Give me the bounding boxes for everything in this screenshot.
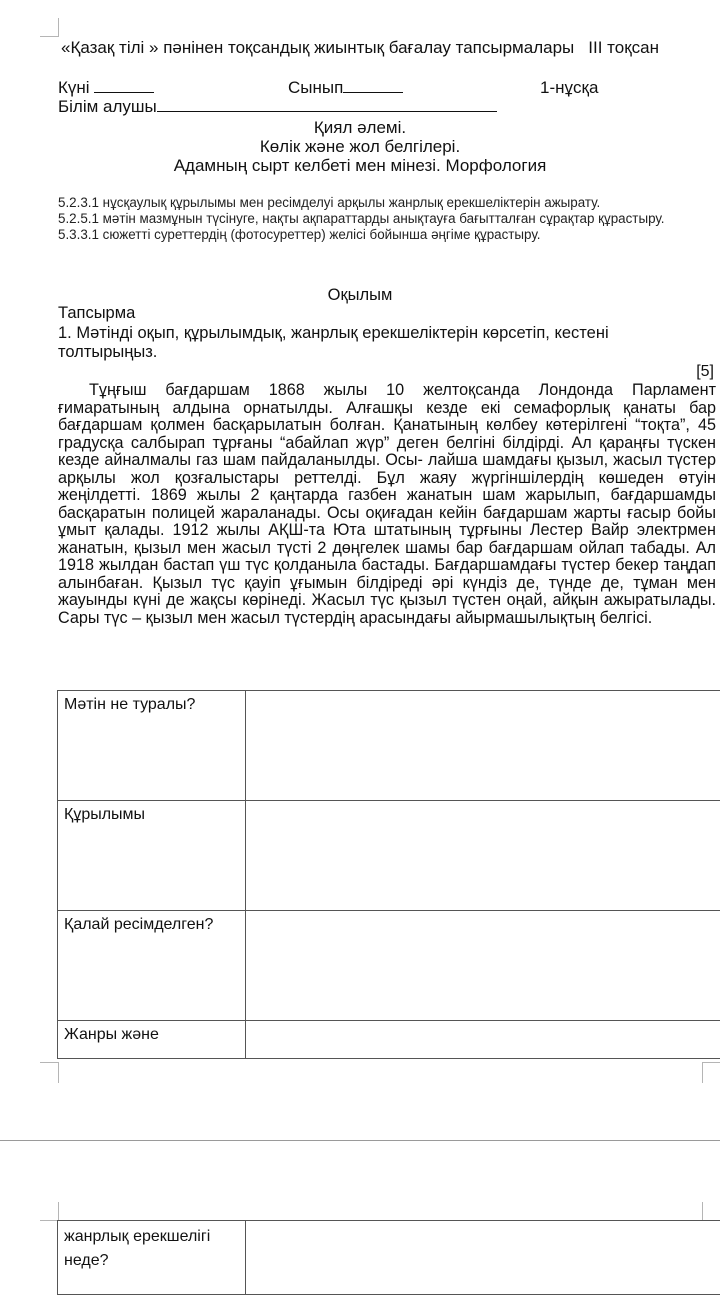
student-label: Білім алушы xyxy=(58,97,157,116)
topic-line-1: Қиял әлемі. xyxy=(313,118,407,137)
student-blank xyxy=(157,97,497,112)
class-blank xyxy=(343,78,403,93)
objective-item: 5.2.5.1 мәтін мазмұнын түсінуге, нақты ақпараттарды анықтауға бағытталған сұрақтар құрастыру. xyxy=(58,211,665,227)
quarter-label: ІІІ тоқсан xyxy=(588,38,659,57)
row-question: Құрылымы xyxy=(58,801,246,911)
date-blank xyxy=(94,78,154,93)
table-row xyxy=(58,911,720,1021)
learning-objectives xyxy=(58,195,713,244)
row-question: Жанры және xyxy=(58,1021,246,1059)
row-question: Қалай ресімделген? xyxy=(58,911,246,1021)
row-answer-cell[interactable] xyxy=(246,911,720,1021)
table-row xyxy=(58,1221,720,1295)
page-break-divider xyxy=(0,1140,720,1141)
answer-table-continued xyxy=(57,1220,720,1295)
answer-table xyxy=(57,690,720,1059)
class-label: Сынып xyxy=(288,78,344,97)
topic-line-2: Көлік және жол белгілері. xyxy=(259,137,461,156)
row-question: Мәтін не туралы? xyxy=(58,691,246,801)
row-question: жанрлық ерекшелігі неде? xyxy=(58,1221,246,1295)
crop-mark-bottom-left xyxy=(40,1062,59,1083)
date-label: Күні xyxy=(58,78,90,97)
row-answer-cell[interactable] xyxy=(246,801,720,911)
crop-mark-page2-top-right xyxy=(702,1202,720,1221)
row-answer-cell[interactable] xyxy=(246,691,720,801)
task-label: Тапсырма xyxy=(58,304,136,322)
row-answer-cell[interactable] xyxy=(246,1221,720,1295)
table-row xyxy=(58,691,720,801)
task-instruction: 1. Мәтінді оқып, құрылымдық, жанрлық ерекшеліктерін көрсетіп, кестені толтырыңыз. xyxy=(58,324,609,361)
objective-item: 5.3.3.1 сюжетті суреттердің (фотосуреттер) желісі бойынша әңгіме құрастыру. xyxy=(58,227,541,243)
points-label: [5] xyxy=(696,363,714,380)
row-answer-cell[interactable] xyxy=(246,1021,720,1059)
variant-label: 1-нұсқа xyxy=(540,78,599,97)
crop-mark-top-left xyxy=(40,18,59,37)
document-title xyxy=(0,38,720,58)
table-row xyxy=(58,1021,720,1059)
crop-mark-bottom-right xyxy=(702,1062,720,1083)
date-field xyxy=(58,78,154,98)
topic-line-3: Адамның сырт келбеті мен мінезі. Морфология xyxy=(173,156,547,175)
section-heading: Оқылым xyxy=(327,286,393,304)
crop-mark-page2-top-left xyxy=(40,1202,59,1221)
reading-passage: Тұңғыш бағдаршам 1868 жылы 10 желтоқсанда Лондонда Парламент ғимаратының алдына орнатылды. Алғашқы кезде екі семафорлық қанаты бар бағдаршам қолмен басқарылатын болған. Қанатының көлбеу көтерілгені “тоқта”, 45 градусқа салбырап тұрғаны “абайлап жүр” деген белгіні білдірді. Ал қараңғы түскен кезде айналмалы газ шам пайдаланылды. Осы- лайша шамдағы қызыл, жасыл түстер арқылы жол қозғалыстары реттелді. Бұл жаяу жүргіншілердің көшеден өтуін жеңілдетті. 1869 жылы 2 қаңтарда газбен жанатын шам жарылып, бағдаршамды басқаратын полицей жараланады. Осы оқиғадан кейін бағдаршам жарты ғасыр бойы ұмыт қалады. 1912 жылы АҚШ-та Юта штатының тұрғыны Лестер Вайр электрмен жанатын, қызыл мен жасыл түсті 2 дөңгелек шамы бар бағдаршам ойлап табады. Ал 1918 жылдан бастап үш түс қолданыла бастады. Бағдаршамдағы түстер бекер таңдап алынбаған. Қызыл түс қауіп ұғымын білдіреді әрі күндіз де, түнде де, тұман мен жауынды күні де жақсы көрінеді. Жасыл түс қызыл түстен оңай, айқын ажыратылады. Сары түс – қызыл мен жасыл түстердің арасындағы айырмашылықтың белгісі. xyxy=(58,381,716,627)
title-text: «Қазақ тілі » пәнінен тоқсандық жиынтық бағалау тапсырмалары xyxy=(61,38,575,57)
student-field xyxy=(58,97,497,117)
objective-item: 5.2.3.1 нұсқаулық құрылымы мен ресімделуі арқылы жанрлық ерекшеліктерін ажырату. xyxy=(58,195,601,210)
table-row xyxy=(58,801,720,911)
class-field xyxy=(288,78,403,98)
